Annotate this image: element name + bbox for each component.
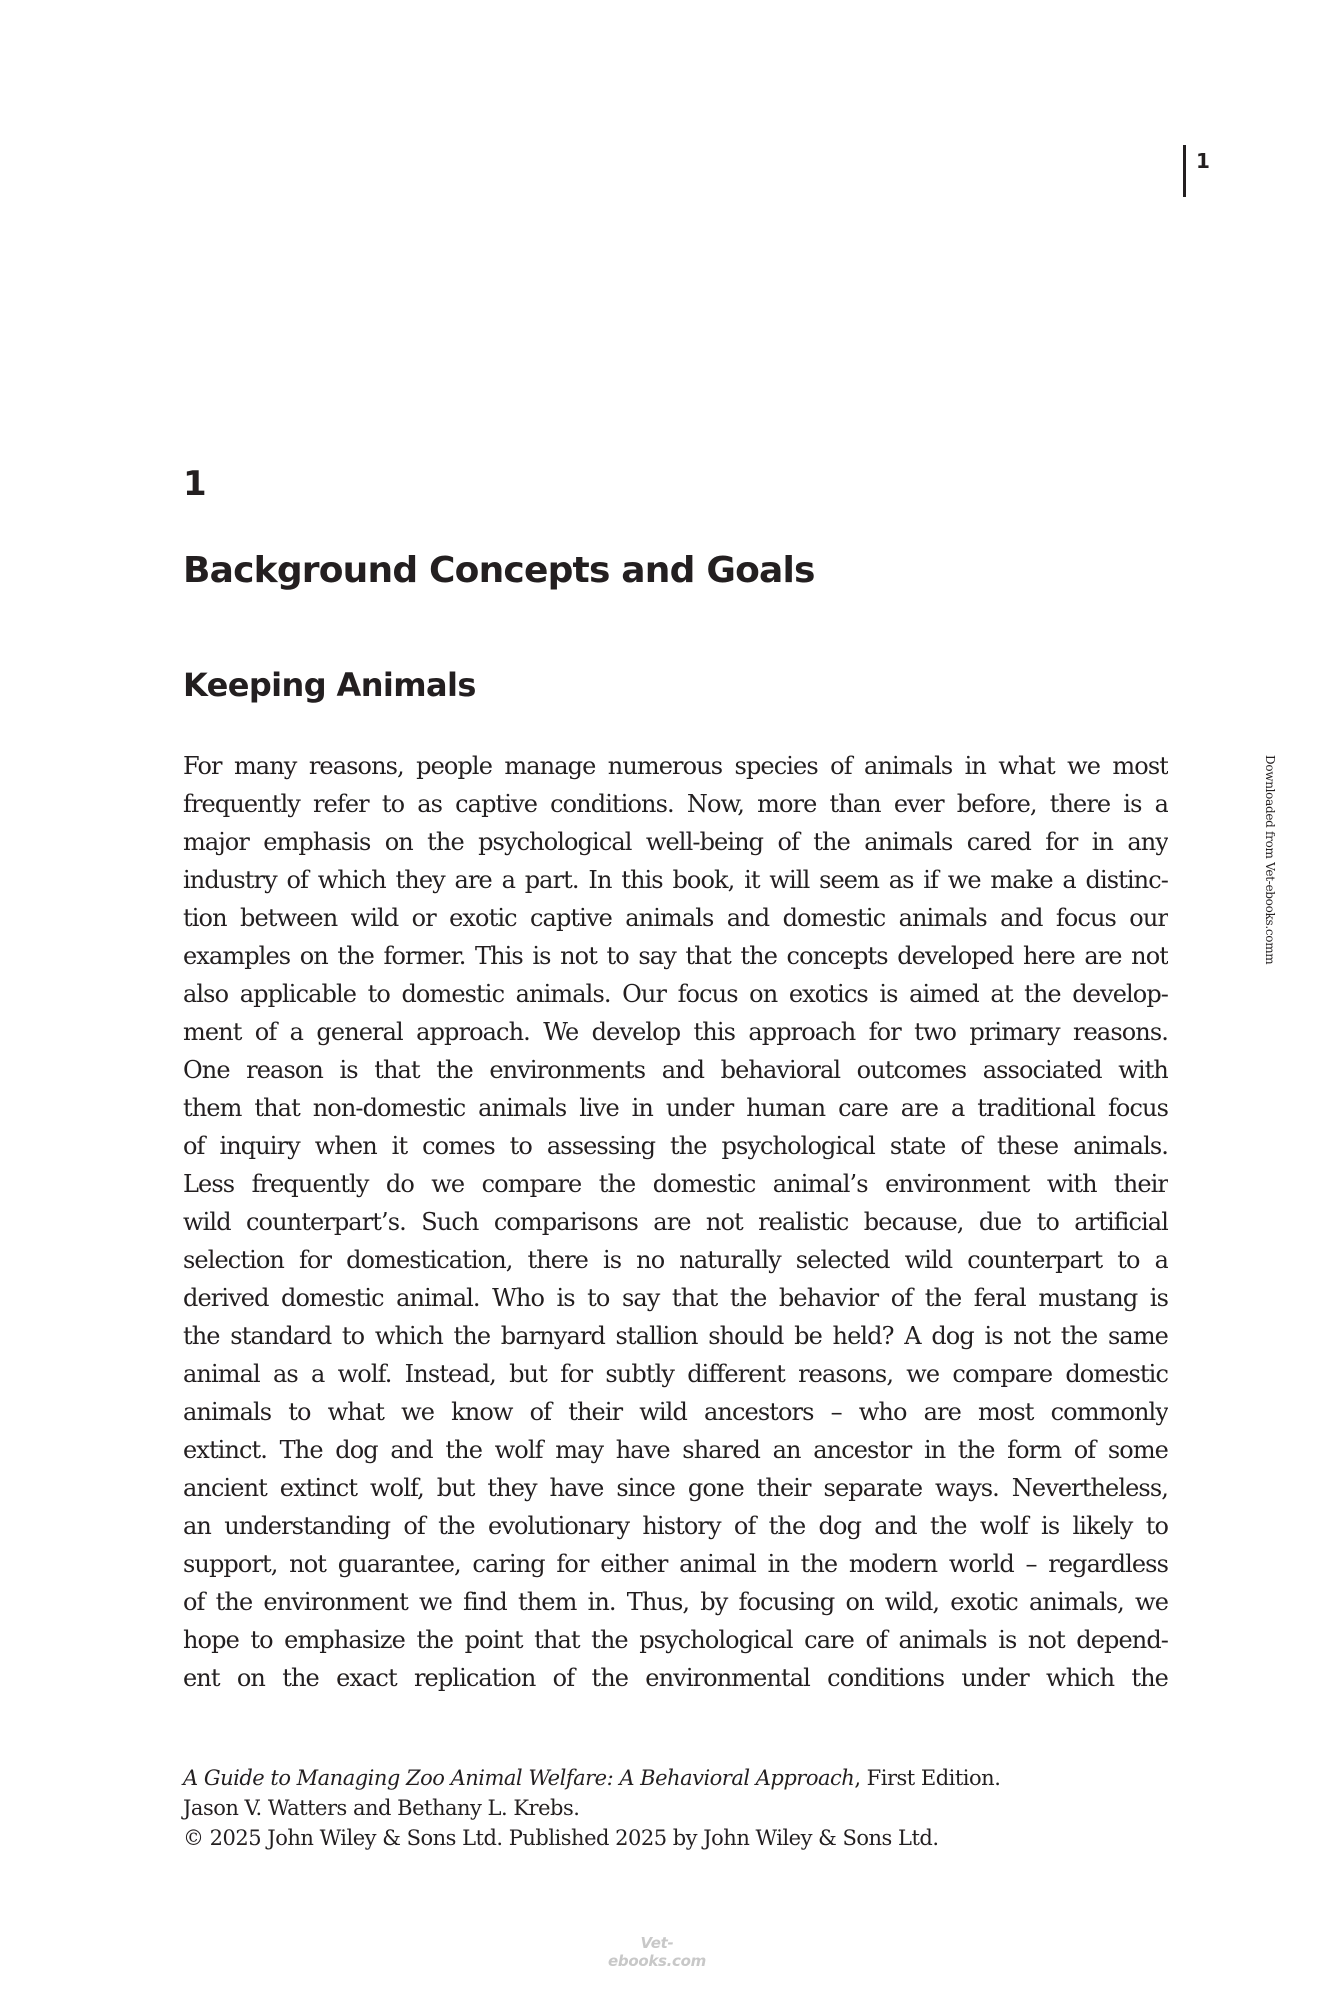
body-line: major emphasis on the psychological well-being of the animals cared for in any	[183, 828, 1168, 856]
body-line: wild counterpart’s. Such comparisons are not realistic because, due to artificial	[183, 1208, 1168, 1236]
body-line: animal as a wolf. Instead, but for subtly different reasons, we compare domestic	[183, 1360, 1168, 1388]
body-line: ancient extinct wolf, but they have since gone their separate ways. Nevertheless,	[183, 1474, 1168, 1502]
body-line: Less frequently do we compare the domestic animal’s environment with their	[183, 1170, 1168, 1198]
footer-edition: , First Edition.	[854, 1766, 1001, 1790]
body-line: also applicable to domestic animals. Our focus on exotics is aimed at the develop-	[183, 980, 1168, 1008]
copyright-footer	[183, 1763, 1183, 1853]
body-line: animals to what we know of their wild ancestors – who are most commonly	[183, 1398, 1168, 1426]
body-line: ment of a general approach. We develop this approach for two primary reasons.	[183, 1018, 1168, 1046]
chapter-number: 1	[183, 464, 207, 504]
body-line: of inquiry when it comes to assessing the psychological state of these animals.	[183, 1132, 1168, 1160]
body-line: of the environment we find them in. Thus, by focusing on wild, exotic animals, we	[183, 1588, 1168, 1616]
watermark-logo: Vet-ebooks.com	[608, 1934, 706, 1970]
body-line: industry of which they are a part. In this book, it will seem as if we make a distinc-	[183, 866, 1168, 894]
body-line: derived domestic animal. Who is to say that the behavior of the feral mustang is	[183, 1284, 1168, 1312]
page-number-rule	[1183, 145, 1186, 197]
body-paragraph	[183, 747, 1168, 1697]
download-source-note: Downloaded from Vet-ebooks.comm	[1263, 755, 1277, 965]
body-line: For many reasons, people manage numerous species of animals in what we most	[183, 752, 1168, 780]
footer-book-line	[183, 1763, 1183, 1793]
body-line: frequently refer to as captive conditions. Now, more than ever before, there is a	[183, 790, 1168, 818]
body-line: support, not guarantee, caring for either animal in the modern world – regardless	[183, 1550, 1168, 1578]
page-number: 1	[1196, 149, 1210, 173]
footer-copyright: © 2025 John Wiley & Sons Ltd. Published 2025 by John Wiley & Sons Ltd.	[183, 1826, 939, 1850]
footer-book-title: A Guide to Managing Zoo Animal Welfare: A Behavioral Approach	[183, 1766, 855, 1790]
body-line: tion between wild or exotic captive animals and domestic animals and focus our	[183, 904, 1168, 932]
section-heading: Keeping Animals	[183, 666, 476, 704]
body-line: the standard to which the barnyard stallion should be held? A dog is not the same	[183, 1322, 1168, 1350]
body-line: them that non-domestic animals live in under human care are a traditional focus	[183, 1094, 1168, 1122]
body-line: extinct. The dog and the wolf may have shared an ancestor in the form of some	[183, 1436, 1168, 1464]
body-line: hope to emphasize the point that the psychological care of animals is not depend-	[183, 1626, 1168, 1654]
body-line: selection for domestication, there is no naturally selected wild counterpart to a	[183, 1246, 1168, 1274]
body-line: One reason is that the environments and behavioral outcomes associated with	[183, 1056, 1168, 1084]
chapter-title: Background Concepts and Goals	[183, 550, 815, 591]
body-line: examples on the former. This is not to say that the concepts developed here are not	[183, 942, 1168, 970]
body-line: an understanding of the evolutionary history of the dog and the wolf is likely to	[183, 1512, 1168, 1540]
body-line: ent on the exact replication of the environmental conditions under which the	[183, 1664, 1168, 1692]
footer-authors: Jason V. Watters and Bethany L. Krebs.	[183, 1796, 580, 1820]
